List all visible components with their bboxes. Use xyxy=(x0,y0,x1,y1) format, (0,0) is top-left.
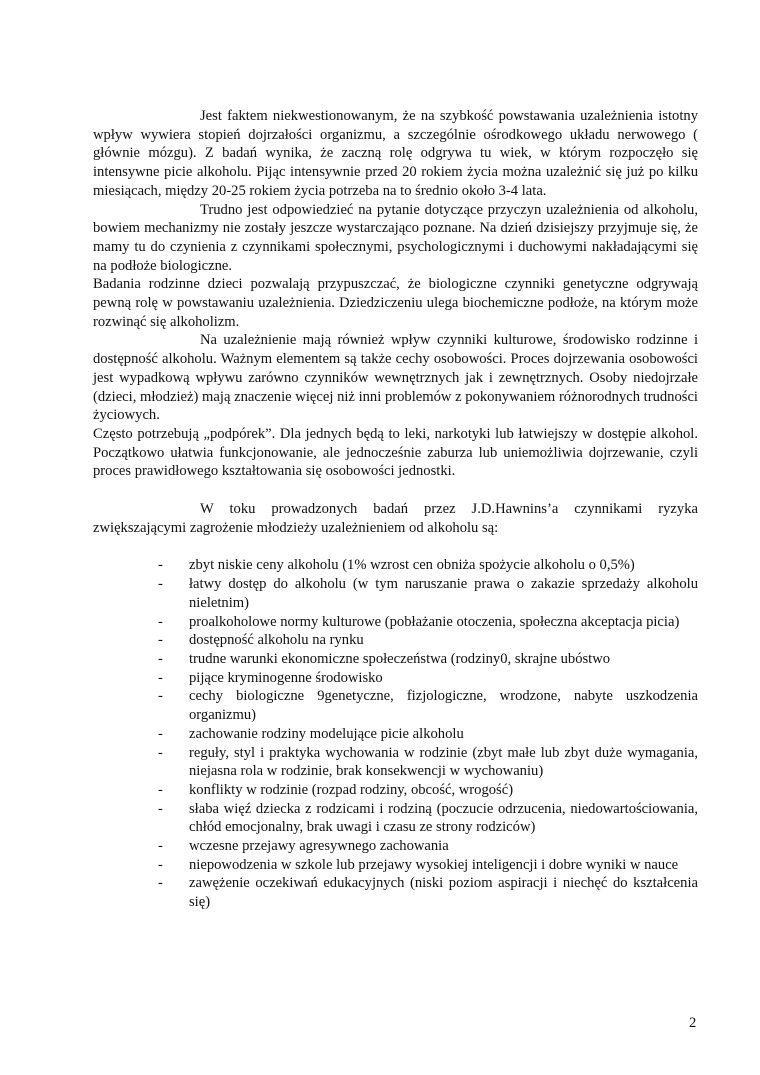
risk-factor-text: zachowanie rodziny modelujące picie alkoholu xyxy=(189,725,464,742)
bullet-marker: - xyxy=(158,650,163,667)
bullet-marker: - xyxy=(158,800,163,817)
bullet-marker: - xyxy=(158,744,163,761)
risk-factor-text: słaba więź dziecka z rodzicami i rodziną (poczucie odrzucenia, niedowartościowania, chłód emocjonalny, brak uwagi i czasu ze strony rodziców) xyxy=(189,800,698,836)
risk-factor-text: proalkoholowe normy kulturowe (pobłażanie otoczenia, społeczna akceptacja picia) xyxy=(189,613,680,630)
risk-factor-item xyxy=(93,874,698,911)
risk-factor-item xyxy=(93,781,698,800)
risk-factor-item xyxy=(93,856,698,875)
paragraph-supports: Często potrzebują „podpórek”. Dla jednych będą to leki, narkotyki lub łatwiejszy w dostępie alkohol. Początkowo ułatwia funkcjonowanie, ale jednocześnie zaburza lub uniemożliwia dojrzewanie, czyli proces prawidłowego kształtowania się osobowości jednostki. xyxy=(93,425,698,480)
bullet-marker: - xyxy=(158,669,163,686)
risk-factor-item xyxy=(93,669,698,688)
list-gap xyxy=(93,537,698,556)
page-number: 2 xyxy=(689,1015,697,1031)
bullet-marker: - xyxy=(158,576,163,593)
bullet-marker: - xyxy=(158,781,163,798)
risk-factor-text: pijące kryminogenne środowisko xyxy=(189,669,383,686)
risk-factor-text: wczesne przejawy agresywnego zachowania xyxy=(189,838,449,855)
paragraph-environment: Na uzależnienie mają również wpływ czynniki kulturowe, środowisko rodzinne i dostępność alkoholu. Ważnym elementem są także cechy osobowości. Proces dojrzewania osobowości jest wypadkową wpływu zarówno czynników wewnętrznych jak i zewnętrznych. Osoby niedojrzałe (dzieci, młodzież) mają znaczenie więcej niż inni problemów z pokonywaniem różnorodnych trudności życiowych. xyxy=(93,332,698,424)
risk-factor-item xyxy=(93,631,698,650)
bullet-marker: - xyxy=(158,613,163,630)
risk-factor-text: trudne warunki ekonomiczne społeczeństwa (rodziny0, skrajne ubóstwo xyxy=(189,650,611,667)
bullet-marker: - xyxy=(158,875,163,892)
paragraph-gap xyxy=(93,481,698,500)
risk-factor-item xyxy=(93,575,698,612)
bullet-marker: - xyxy=(158,856,163,873)
paragraph-genetics: Badania rodzinne dzieci pozwalają przypuszczać, że biologiczne czynniki genetyczne odgrywają pewną rolę w powstawaniu uzależnienia. Dziedziczeniu ulega biochemiczne podłoże, na którym może rozwinąć się alkoholizm. xyxy=(93,276,698,330)
risk-factor-item xyxy=(93,800,698,837)
risk-factor-text: łatwy dostęp do alkoholu (w tym naruszanie prawa o zakazie sprzedaży alkoholu nieletnim) xyxy=(189,576,698,611)
paragraph-causes: Trudno jest odpowiedzieć na pytanie dotyczące przyczyn uzależnienia od alkoholu, bowiem mechanizmy nie zostały jeszcze wystarczająco poznane. Na dzień dzisiejszy przyjmuje się, że mamy tu do czynienia z czynnikami społecznymi, psychologicznymi i duchowymi nakładającymi się na podłoże biologiczne. xyxy=(93,201,698,274)
bullet-marker: - xyxy=(158,688,163,705)
page-content xyxy=(93,107,698,912)
risk-factor-text: zawężenie oczekiwań edukacyjnych (niski poziom aspiracji i niechęć do kształcenia się) xyxy=(189,875,698,911)
risk-factor-text: konflikty w rodzinie (rozpad rodziny, obcość, wrogość) xyxy=(189,781,514,798)
risk-factor-item xyxy=(93,556,698,575)
bullet-marker: - xyxy=(158,632,163,649)
paragraph-risk-intro: W toku prowadzonych badań przez J.D.Hawnins’a czynnikami ryzyka zwiększającymi zagrożenie młodzieży uzależnieniem od alkoholu są: xyxy=(93,501,698,536)
bullet-marker: - xyxy=(158,557,163,574)
bullet-marker: - xyxy=(158,725,163,742)
paragraph-maturity: Jest faktem niekwestionowanym, że na szybkość powstawania uzależnienia istotny wpływ wywiera stopień dojrzałości organizmu, a szczególnie ośrodkowego układu nerwowego ( głównie mózgu). Z badań wynika, że zaczną rolę odgrywa tu wiek, w którym rozpoczęło się intensywne picie alkoholu. Pijąc intensywnie przed 20 rokiem życia można uzależnić się już po kilku miesiącach, między 20-25 rokiem życia potrzeba na to średnio około 3-4 lata. xyxy=(93,108,698,199)
risk-factor-item xyxy=(93,650,698,669)
bullet-marker: - xyxy=(158,838,163,855)
risk-factor-item xyxy=(93,725,698,744)
risk-factor-text: niepowodzenia w szkole lub przejawy wysokiej inteligencji i dobre wyniki w nauce xyxy=(189,856,679,873)
risk-factor-text: zbyt niskie ceny alkoholu (1% wzrost cen obniża spożycie alkoholu o 0,5%) xyxy=(189,557,635,574)
risk-factor-list xyxy=(93,556,698,911)
risk-factor-item xyxy=(93,744,698,781)
risk-factor-text: reguły, styl i praktyka wychowania w rodzinie (zbyt małe lub zbyt duże wymagania, niejasna rola w rodzinie, brak konsekwencji w wychowaniu) xyxy=(189,744,698,780)
risk-factor-text: dostępność alkoholu na rynku xyxy=(189,632,364,649)
risk-factor-item xyxy=(93,613,698,632)
risk-factor-item xyxy=(93,687,698,724)
risk-factor-text: cechy biologiczne 9genetyczne, fizjologiczne, wrodzone, nabyte uszkodzenia organizmu) xyxy=(189,688,698,724)
risk-factor-item xyxy=(93,837,698,856)
